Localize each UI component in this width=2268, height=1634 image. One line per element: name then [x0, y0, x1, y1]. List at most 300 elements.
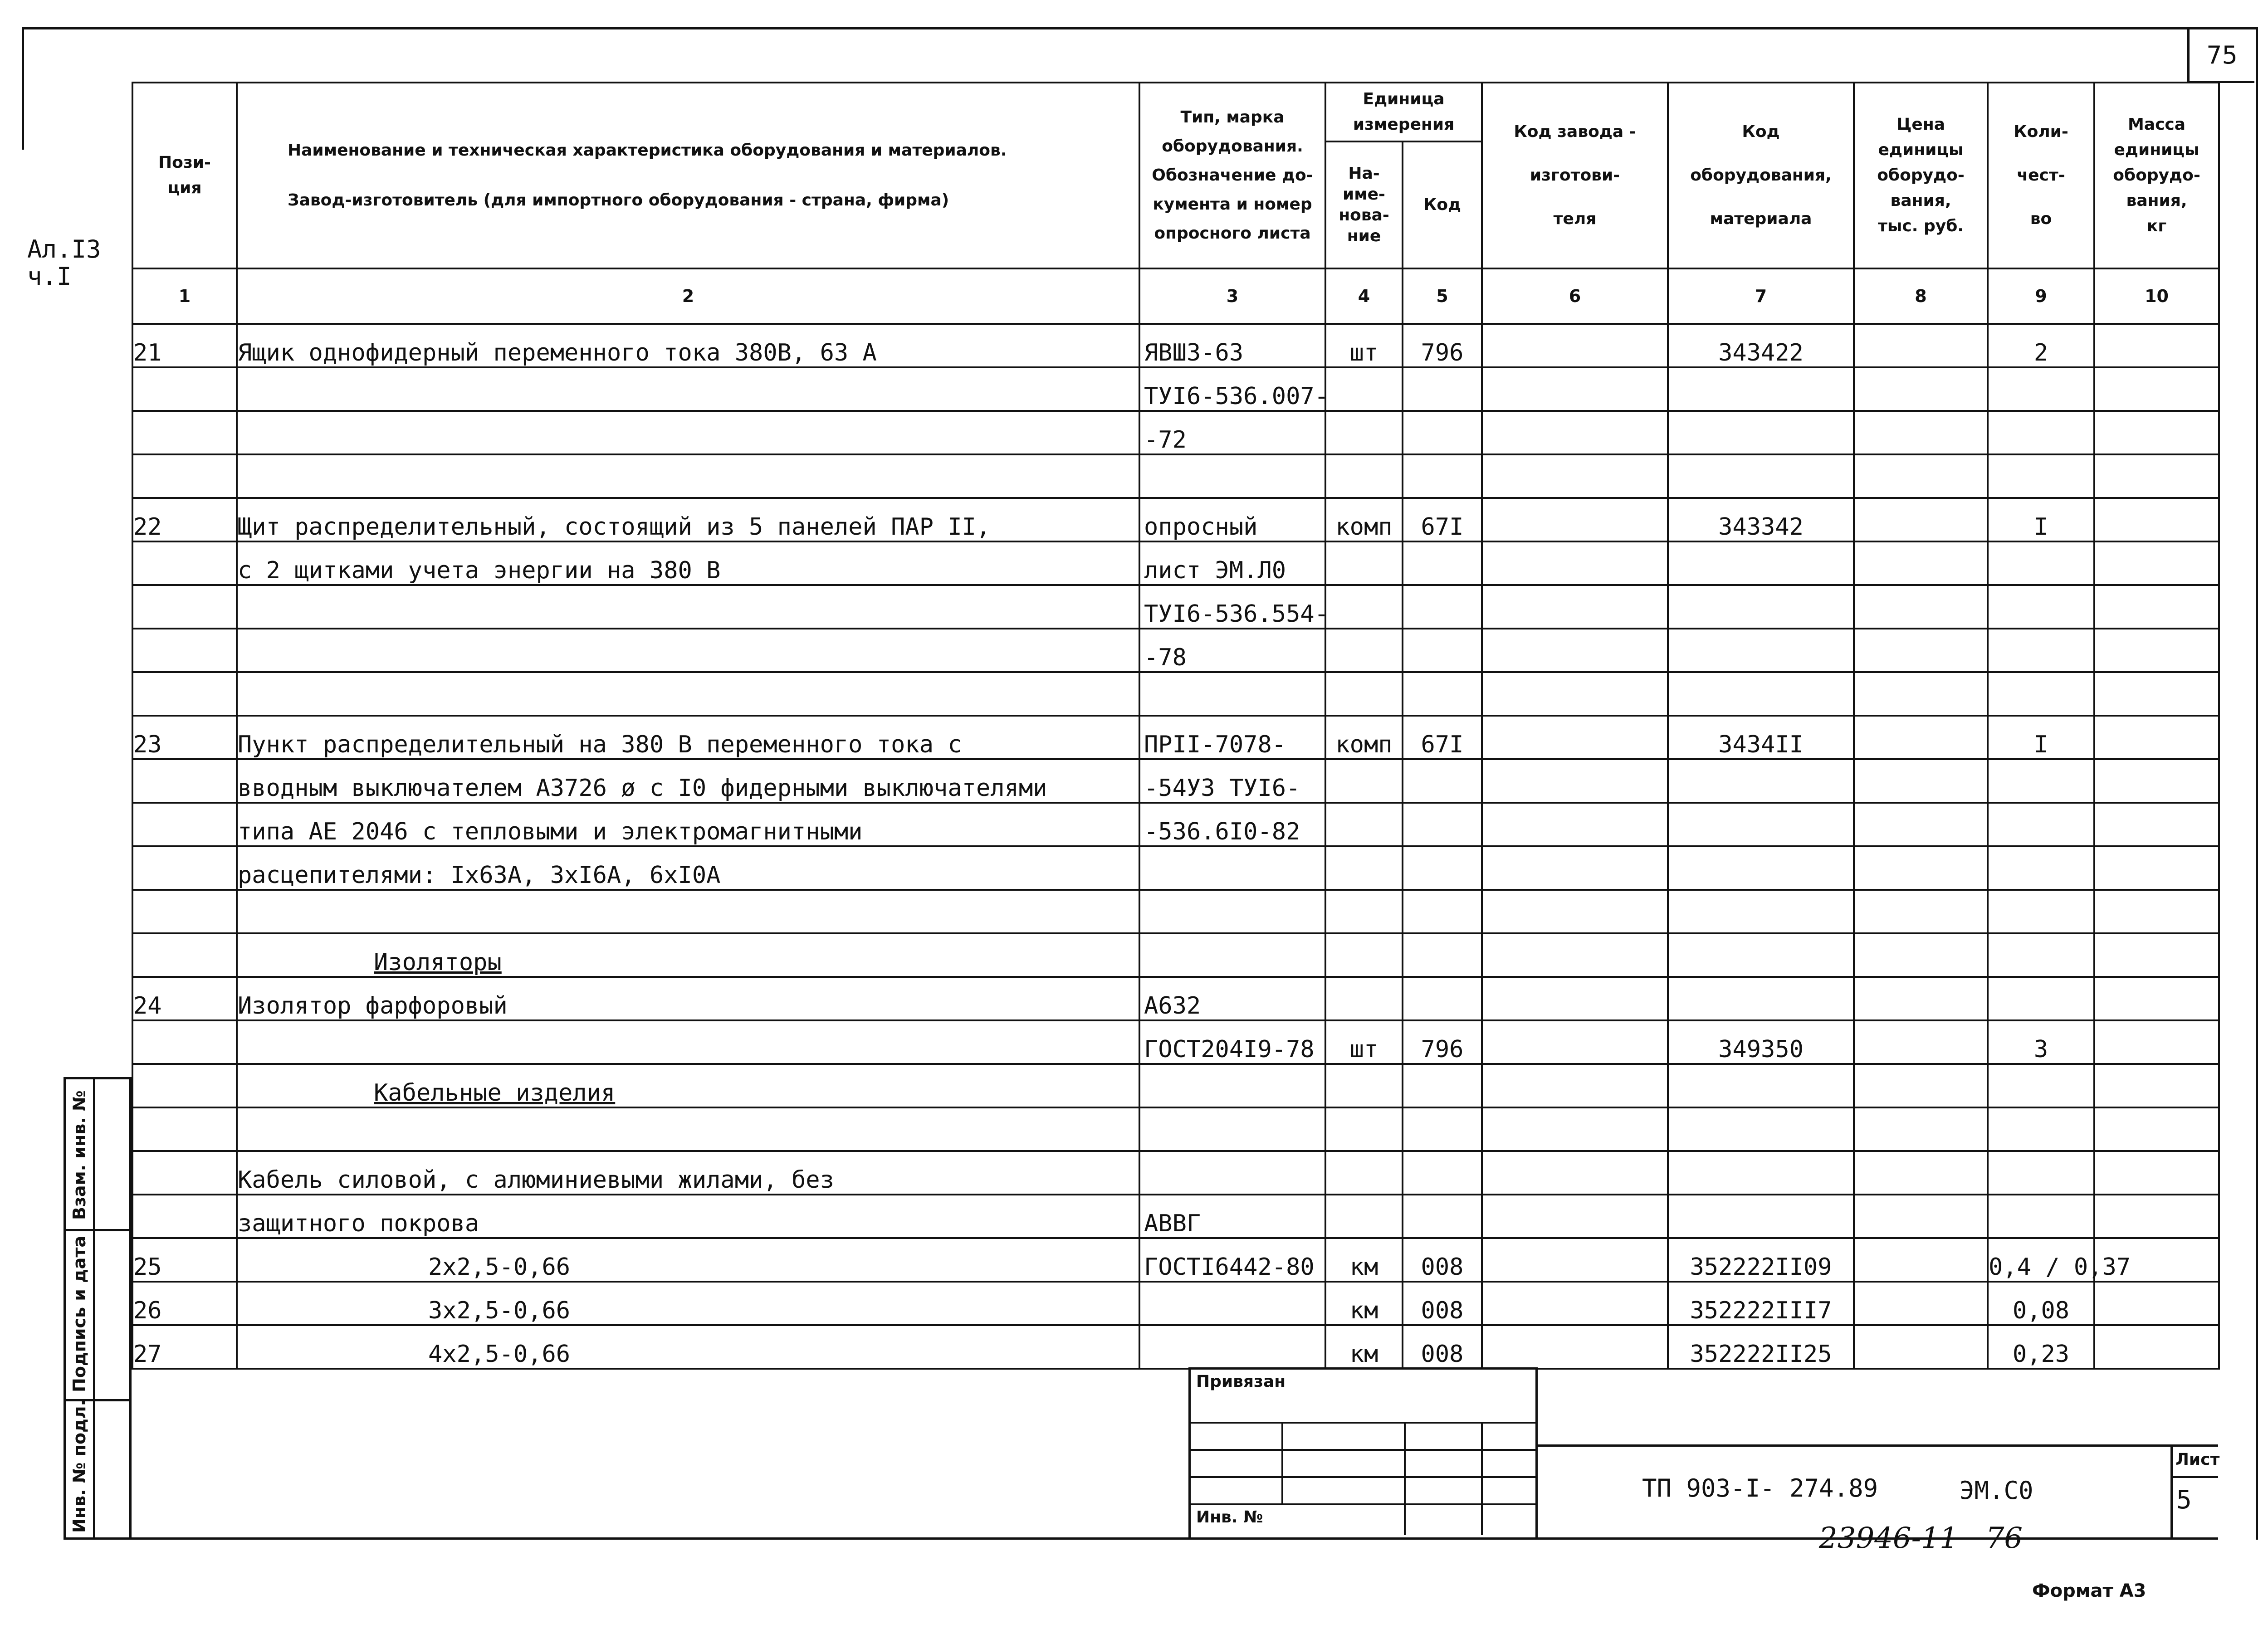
cell-mass [2094, 629, 2219, 672]
cell-unit-code: 008 [1403, 1325, 1482, 1369]
cell-type [1139, 1282, 1325, 1325]
header-plant-code: Код завода - изготови- теля [1482, 83, 1668, 268]
cell-equipment-code [1668, 541, 1854, 585]
cell-type: -72 [1139, 411, 1325, 454]
cell-position [132, 933, 237, 977]
table-row [132, 629, 2219, 672]
cell-plant-code [1482, 1238, 1668, 1282]
cell-unit-name [1325, 541, 1403, 585]
cell-plant-code [1482, 672, 1668, 716]
cell-plant-code [1482, 454, 1668, 498]
cell-unit-code [1403, 890, 1482, 933]
side-note-line-1: Ал.I3 [27, 235, 101, 263]
cell-plant-code [1482, 890, 1668, 933]
cell-quantity [1988, 411, 2094, 454]
sheet-number: 75 [2206, 41, 2238, 69]
cell-equipment-code [1668, 933, 1854, 977]
table-row [132, 324, 2219, 367]
cell-equipment-code [1668, 890, 1854, 933]
cell-unit-name: шт [1325, 1020, 1403, 1064]
cell-mass [2094, 541, 2219, 585]
cell-type [1139, 454, 1325, 498]
cell-type [1139, 1325, 1325, 1369]
header-unit-name: На- име- нова- ние [1325, 141, 1403, 268]
cell-quantity [1988, 672, 2094, 716]
cell-position [132, 672, 237, 716]
table-row [132, 1151, 2219, 1195]
cell-unit-name: комп [1325, 498, 1403, 541]
table-row [132, 977, 2219, 1020]
cell-type: опросный [1139, 498, 1325, 541]
specification-table [132, 82, 2220, 1370]
cell-quantity: I [1988, 498, 2094, 541]
cell-mass [2094, 846, 2219, 890]
cell-price [1854, 498, 1988, 541]
cell-unit-name [1325, 672, 1403, 716]
cell-plant-code [1482, 846, 1668, 890]
cell-plant-code [1482, 1107, 1668, 1151]
cell-position [132, 541, 237, 585]
cell-unit-code [1403, 933, 1482, 977]
cell-unit-name: км [1325, 1238, 1403, 1282]
cell-name: типа АЕ 2046 с тепловыми и электромагнитными [237, 803, 1139, 846]
cell-equipment-code: 343422 [1668, 324, 1854, 367]
cell-mass [2094, 1107, 2219, 1151]
cell-name: расцепителями: Iх63А, 3хI6А, 6хI0А [237, 846, 1139, 890]
table-row [132, 367, 2219, 411]
cell-quantity: 0,4 / 0,37 [1988, 1238, 2094, 1282]
cell-plant-code [1482, 1282, 1668, 1325]
cell-type: ТУI6-536.007- [1139, 367, 1325, 411]
cell-unit-code [1403, 585, 1482, 629]
cell-price [1854, 1064, 1988, 1107]
cell-unit-name: шт [1325, 324, 1403, 367]
format-note: Формат А3 [2032, 1580, 2146, 1601]
cell-plant-code [1482, 1064, 1668, 1107]
cell-type: -536.6I0-82 [1139, 803, 1325, 846]
cell-mass [2094, 585, 2219, 629]
inv-number-label: Инв. № [1196, 1508, 1263, 1527]
cell-quantity [1988, 890, 2094, 933]
strip-label-original-inv: Инв. № подл. [69, 1399, 89, 1533]
table-row [132, 541, 2219, 585]
col-number: 4 [1325, 268, 1403, 324]
col-number: 6 [1482, 268, 1668, 324]
cell-quantity [1988, 454, 2094, 498]
column-number-row [132, 268, 2219, 324]
cell-position [132, 803, 237, 846]
cell-unit-code [1403, 1064, 1482, 1107]
header-position: Пози- ция [132, 83, 237, 268]
cell-unit-code [1403, 672, 1482, 716]
cell-position: 21 [132, 324, 237, 367]
cell-name: Щит распределительный, состоящий из 5 панелей ПАР II, [237, 498, 1139, 541]
col-number: 7 [1668, 268, 1854, 324]
cell-unit-code [1403, 759, 1482, 803]
cell-equipment-code [1668, 672, 1854, 716]
cell-equipment-code [1668, 846, 1854, 890]
cell-position [132, 1020, 237, 1064]
cell-plant-code [1482, 411, 1668, 454]
cell-type: ПРII-7078- [1139, 716, 1325, 759]
cell-unit-code: 796 [1403, 324, 1482, 367]
table-row [132, 585, 2219, 629]
cell-unit-name [1325, 933, 1403, 977]
cell-equipment-code [1668, 1064, 1854, 1107]
cell-mass [2094, 890, 2219, 933]
cell-mass [2094, 367, 2219, 411]
cell-quantity [1988, 1151, 2094, 1195]
cell-equipment-code [1668, 1195, 1854, 1238]
cell-quantity [1988, 629, 2094, 672]
cell-plant-code [1482, 1020, 1668, 1064]
cell-quantity [1988, 1195, 2094, 1238]
cell-unit-code [1403, 541, 1482, 585]
cell-plant-code [1482, 629, 1668, 672]
cell-unit-code [1403, 977, 1482, 1020]
cell-position [132, 367, 237, 411]
table-row [132, 890, 2219, 933]
cell-price [1854, 890, 1988, 933]
cell-type: ТУI6-536.554- [1139, 585, 1325, 629]
cell-equipment-code [1668, 585, 1854, 629]
cell-name [237, 454, 1139, 498]
cell-plant-code [1482, 585, 1668, 629]
cell-unit-code [1403, 454, 1482, 498]
cell-unit-name [1325, 585, 1403, 629]
cell-equipment-code: 343342 [1668, 498, 1854, 541]
cell-position [132, 759, 237, 803]
cell-quantity [1988, 367, 2094, 411]
header-name: Наименование и техническая характеристика оборудования и материалов. Завод-изготовитель (для импортного оборудования - страна, фирма) [237, 83, 1139, 268]
cell-price [1854, 324, 1988, 367]
cell-plant-code [1482, 498, 1668, 541]
cell-price [1854, 846, 1988, 890]
cell-quantity: 0,23 [1988, 1325, 2094, 1369]
table-row [132, 1195, 2219, 1238]
cell-unit-code [1403, 1107, 1482, 1151]
cell-position: 23 [132, 716, 237, 759]
col-number: 2 [237, 268, 1139, 324]
header-price: Цена единицы оборудо- вания, тыс. руб. [1854, 83, 1988, 268]
table-row [132, 672, 2219, 716]
cell-price [1854, 1151, 1988, 1195]
cell-unit-code [1403, 1195, 1482, 1238]
cell-unit-code: 796 [1403, 1020, 1482, 1064]
header-unit: Единица измерения [1325, 83, 1482, 141]
cell-price [1854, 716, 1988, 759]
cell-name: Пункт распределительный на 380 В переменного тока с [237, 716, 1139, 759]
cell-name: Кабельные изделия [237, 1064, 1139, 1107]
cell-unit-name [1325, 890, 1403, 933]
cell-plant-code [1482, 933, 1668, 977]
cell-price [1854, 411, 1988, 454]
cell-quantity [1988, 933, 2094, 977]
list-value: 5 [2176, 1485, 2192, 1515]
cell-unit-code: 67I [1403, 716, 1482, 759]
cell-quantity [1988, 541, 2094, 585]
doc-mark: ЭМ.С0 [1960, 1476, 2033, 1505]
header-unit-code: Код [1403, 141, 1482, 268]
cell-name: Изолятор фарфоровый [237, 977, 1139, 1020]
cell-type [1139, 933, 1325, 977]
cell-name: Изоляторы [237, 933, 1139, 977]
cell-name: Ящик однофидерный переменного тока 380В, 63 А [237, 324, 1139, 367]
cell-equipment-code [1668, 454, 1854, 498]
cell-quantity [1988, 1064, 2094, 1107]
outer-left-line [22, 27, 24, 150]
table-row [132, 454, 2219, 498]
cell-position: 25 [132, 1238, 237, 1282]
cell-position [132, 1195, 237, 1238]
cell-position [132, 1151, 237, 1195]
cell-type: АВВГ [1139, 1195, 1325, 1238]
cell-mass [2094, 324, 2219, 367]
cell-name [237, 585, 1139, 629]
cell-equipment-code: 352222IІI7 [1668, 1282, 1854, 1325]
cell-price [1854, 759, 1988, 803]
cell-unit-code: 67I [1403, 498, 1482, 541]
cell-price [1854, 1325, 1988, 1369]
cell-name [237, 672, 1139, 716]
cell-mass [2094, 411, 2219, 454]
cell-equipment-code [1668, 629, 1854, 672]
cell-position [132, 585, 237, 629]
cell-equipment-code: 352222II09 [1668, 1238, 1854, 1282]
cell-type [1139, 1064, 1325, 1107]
table-row [132, 1107, 2219, 1151]
cell-equipment-code [1668, 803, 1854, 846]
cell-unit-name [1325, 367, 1403, 411]
cell-mass [2094, 716, 2219, 759]
cell-position [132, 890, 237, 933]
cell-type [1139, 1151, 1325, 1195]
cell-unit-code [1403, 411, 1482, 454]
sheet-number-box [2187, 29, 2254, 83]
cell-equipment-code [1668, 759, 1854, 803]
cell-mass [2094, 977, 2219, 1020]
cell-mass [2094, 1020, 2219, 1064]
cell-unit-name: комп [1325, 716, 1403, 759]
cell-name: защитного покрова [237, 1195, 1139, 1238]
cell-price [1854, 454, 1988, 498]
table-row [132, 411, 2219, 454]
header-mass: Масса единицы оборудо- вания, кг [2094, 83, 2219, 268]
cell-quantity [1988, 759, 2094, 803]
cell-type: -54У3 ТУI6- [1139, 759, 1325, 803]
cell-position [132, 411, 237, 454]
privyazan-label: Привязан [1196, 1372, 1286, 1391]
cell-equipment-code [1668, 977, 1854, 1020]
cell-unit-name [1325, 1107, 1403, 1151]
strip-label-signature-date: Подпись и дата [69, 1235, 89, 1392]
cell-price [1854, 1020, 1988, 1064]
cell-position: 22 [132, 498, 237, 541]
cell-name: с 2 щитками учета энергии на 380 В [237, 541, 1139, 585]
cell-unit-name: км [1325, 1325, 1403, 1369]
cell-type: лист ЭМ.Л0 [1139, 541, 1325, 585]
cell-mass [2094, 1064, 2219, 1107]
cell-quantity: 3 [1988, 1020, 2094, 1064]
cell-name [237, 629, 1139, 672]
cell-quantity [1988, 977, 2094, 1020]
cell-unit-code: 008 [1403, 1238, 1482, 1282]
cell-unit-name: км [1325, 1282, 1403, 1325]
cell-quantity [1988, 803, 2094, 846]
cell-position [132, 1064, 237, 1107]
cell-position: 26 [132, 1282, 237, 1325]
cell-price [1854, 977, 1988, 1020]
table-row [132, 1325, 2219, 1369]
header-quantity: Коли- чест- во [1988, 83, 2094, 268]
cell-unit-code [1403, 1151, 1482, 1195]
cell-mass [2094, 672, 2219, 716]
cell-name [237, 890, 1139, 933]
side-note [27, 236, 101, 290]
cell-name: вводным выключателем А3726 ø с I0 фидерными выключателями [237, 759, 1139, 803]
cell-mass [2094, 1325, 2219, 1369]
cell-position: 27 [132, 1325, 237, 1369]
cell-type: ГОСТ204I9-78 [1139, 1020, 1325, 1064]
cell-unit-code [1403, 846, 1482, 890]
doc-code: ТП 903-I- 274.89 [1642, 1474, 1878, 1502]
cell-quantity: I [1988, 716, 2094, 759]
cell-equipment-code: 349350 [1668, 1020, 1854, 1064]
cell-quantity: 2 [1988, 324, 2094, 367]
table-row [132, 716, 2219, 759]
cell-unit-code [1403, 803, 1482, 846]
cell-type: -78 [1139, 629, 1325, 672]
cell-unit-name [1325, 846, 1403, 890]
cell-name: 3х2,5-0,66 [237, 1282, 1139, 1325]
cell-mass [2094, 454, 2219, 498]
table-row [132, 933, 2219, 977]
col-number: 8 [1854, 268, 1988, 324]
cell-equipment-code: 352222II25 [1668, 1325, 1854, 1369]
cell-equipment-code [1668, 411, 1854, 454]
cell-name: Кабель силовой, с алюминиевыми жилами, без [237, 1151, 1139, 1195]
cell-quantity [1988, 1107, 2094, 1151]
cell-price [1854, 672, 1988, 716]
cell-type: А632 [1139, 977, 1325, 1020]
cell-equipment-code: 3434II [1668, 716, 1854, 759]
cell-unit-name [1325, 411, 1403, 454]
cell-type [1139, 846, 1325, 890]
cell-type [1139, 890, 1325, 933]
cell-plant-code [1482, 541, 1668, 585]
cell-mass [2094, 759, 2219, 803]
cell-name [237, 1020, 1139, 1064]
cell-equipment-code [1668, 367, 1854, 411]
list-box [2170, 1447, 2218, 1540]
handwritten-number: 23946-11 76 [1819, 1522, 2023, 1555]
cell-type [1139, 1107, 1325, 1151]
cell-unit-name [1325, 1195, 1403, 1238]
cell-type: ЯВШ3-63 [1139, 324, 1325, 367]
table-row [132, 498, 2219, 541]
cell-unit-name [1325, 454, 1403, 498]
cell-plant-code [1482, 977, 1668, 1020]
cell-quantity [1988, 846, 2094, 890]
cell-unit-name [1325, 759, 1403, 803]
cell-unit-name [1325, 1151, 1403, 1195]
cell-equipment-code [1668, 1107, 1854, 1151]
cell-quantity: 0,08 [1988, 1282, 2094, 1325]
cell-plant-code [1482, 324, 1668, 367]
header-equipment-code: Код оборудования, материала [1668, 83, 1854, 268]
cell-name [237, 411, 1139, 454]
left-stamp-strip [64, 1077, 132, 1540]
table-row [132, 1064, 2219, 1107]
col-number: 5 [1403, 268, 1482, 324]
cell-mass [2094, 498, 2219, 541]
cell-plant-code [1482, 1195, 1668, 1238]
cell-position [132, 454, 237, 498]
cell-mass [2094, 933, 2219, 977]
cell-price [1854, 1282, 1988, 1325]
cell-type [1139, 672, 1325, 716]
cell-unit-name [1325, 803, 1403, 846]
table-row [132, 1020, 2219, 1064]
table-row [132, 803, 2219, 846]
cell-price [1854, 541, 1988, 585]
col-number: 1 [132, 268, 237, 324]
cell-price [1854, 933, 1988, 977]
table-row [132, 1238, 2219, 1282]
cell-name [237, 367, 1139, 411]
cell-mass [2094, 1282, 2219, 1325]
cell-unit-code: 008 [1403, 1282, 1482, 1325]
cell-position: 24 [132, 977, 237, 1020]
side-note-line-2: ч.I [27, 262, 72, 291]
header-type: Тип, марка оборудования. Обозначение до- кумента и номер опросного листа [1139, 83, 1325, 268]
cell-price [1854, 585, 1988, 629]
table-row [132, 1282, 2219, 1325]
cell-plant-code [1482, 1151, 1668, 1195]
col-number: 9 [1988, 268, 2094, 324]
cell-plant-code [1482, 716, 1668, 759]
cell-plant-code [1482, 367, 1668, 411]
cell-unit-name [1325, 629, 1403, 672]
col-number: 10 [2094, 268, 2219, 324]
cell-price [1854, 1195, 1988, 1238]
cell-price [1854, 1107, 1988, 1151]
cell-plant-code [1482, 759, 1668, 803]
cell-equipment-code [1668, 1151, 1854, 1195]
cell-name: 4х2,5-0,66 [237, 1325, 1139, 1369]
table-row [132, 759, 2219, 803]
cell-mass [2094, 1195, 2219, 1238]
privyazan-block [1188, 1367, 1538, 1540]
cell-plant-code [1482, 803, 1668, 846]
cell-position [132, 1107, 237, 1151]
cell-price [1854, 629, 1988, 672]
cell-price [1854, 803, 1988, 846]
col-number: 3 [1139, 268, 1325, 324]
cell-mass [2094, 803, 2219, 846]
list-label: Лист [2175, 1450, 2220, 1469]
strip-label-replacement: Взам. инв. № [69, 1090, 89, 1220]
cell-plant-code [1482, 1325, 1668, 1369]
table-row [132, 846, 2219, 890]
cell-unit-code [1403, 367, 1482, 411]
cell-name: 2х2,5-0,66 [237, 1238, 1139, 1282]
cell-quantity [1988, 585, 2094, 629]
cell-name [237, 1107, 1139, 1151]
cell-mass [2094, 1151, 2219, 1195]
cell-price [1854, 1238, 1988, 1282]
cell-type: ГОСТI6442-80 [1139, 1238, 1325, 1282]
